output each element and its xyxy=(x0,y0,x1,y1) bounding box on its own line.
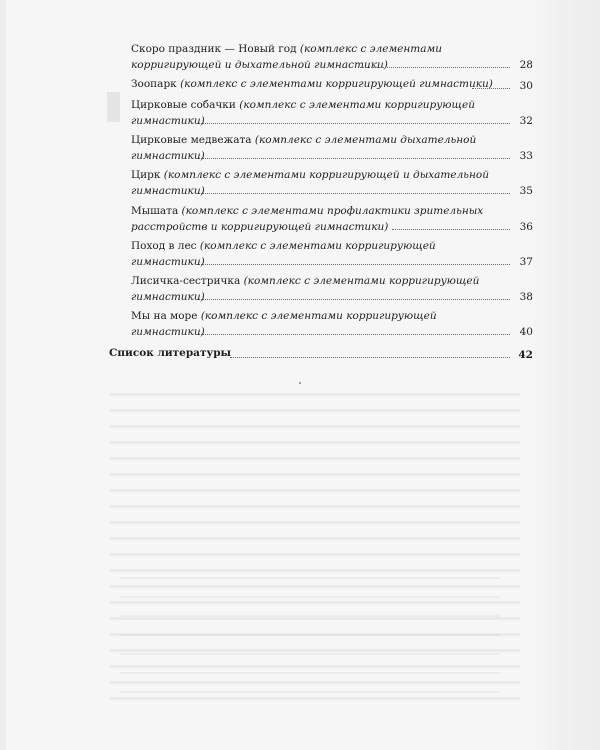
toc-page-number: 38 xyxy=(519,291,533,303)
bibliography-page-number: 42 xyxy=(518,349,533,361)
toc-entry-title: Мы на море xyxy=(131,310,198,322)
toc-page-number: 33 xyxy=(519,150,533,162)
toc-page-number: 36 xyxy=(519,221,533,233)
toc-entry-description: (комплекс с элементами корригирующей xyxy=(243,275,480,287)
toc-entry-description: (комплекс с элементами корригирующей xyxy=(239,99,476,111)
toc-entry-title: Зоопарк xyxy=(131,78,177,90)
toc-entry-description-cont: гимнастики) xyxy=(131,185,205,197)
toc-page-number: 35 xyxy=(519,185,533,197)
toc-entry-description: (комплекс с элементами корригирующей гимнастики) xyxy=(180,78,493,90)
toc-entry[interactable] xyxy=(131,132,476,164)
toc-entry-description: (комплекс с элементами дыхательной xyxy=(254,134,477,146)
toc-entry-description: (комплекс с элементами корригирующей xyxy=(199,240,436,252)
toc-entry-description: (комплекс с элементами корригирующей xyxy=(200,310,437,322)
toc-entry-title: Поход в лес xyxy=(131,240,197,252)
toc-entry[interactable] xyxy=(131,273,479,305)
dot-leader xyxy=(195,264,510,265)
toc-entry-title: Цирковые медвежата xyxy=(131,134,252,146)
toc-page-number: 37 xyxy=(519,256,533,268)
dot-leader xyxy=(392,229,510,230)
toc-page-number: 40 xyxy=(519,326,533,338)
dot-leader xyxy=(195,299,510,300)
dot-leader xyxy=(195,193,510,194)
toc-entry-title: Цирковые собачки xyxy=(131,99,236,111)
toc-page-number: 28 xyxy=(519,59,533,71)
toc-entry-title: Скоро праздник — Новый год xyxy=(131,43,297,55)
dot-leader xyxy=(195,158,510,159)
toc-entry-description: (комплекс с элементами профилактики зрительных xyxy=(181,205,484,217)
toc-entry-description-cont: гимнастики) xyxy=(131,150,205,162)
toc-page-number: 30 xyxy=(519,80,533,92)
toc-entry-description: (комплекс с элементами корригирующей и дыхательной xyxy=(163,169,490,181)
toc-entry[interactable] xyxy=(131,238,436,270)
toc-entry-description: (комплекс с элементами xyxy=(299,43,442,55)
toc-entry[interactable] xyxy=(131,41,442,73)
toc-entry-description-cont: гимнастики) xyxy=(131,291,205,303)
toc-entry-title: Цирк xyxy=(131,169,161,181)
toc-entry-title: Мышата xyxy=(131,205,179,217)
toc-entry-description-cont: гимнастики) xyxy=(131,256,205,268)
toc-entry[interactable] xyxy=(131,76,493,92)
toc-entry-description-cont: гимнастики) xyxy=(131,115,205,127)
toc-entry[interactable] xyxy=(131,167,489,199)
toc-entry[interactable] xyxy=(131,97,475,129)
toc-entry-bibliography[interactable] xyxy=(109,345,231,361)
dot-leader xyxy=(195,334,510,335)
dot-leader xyxy=(360,67,510,68)
dot-leader xyxy=(230,357,510,358)
toc-entry-description-cont: гимнастики) xyxy=(131,326,205,338)
toc-entry-description-cont: расстройств и корригирующей гимнастики) xyxy=(131,221,389,233)
toc-entry-title: Лисичка-сестричка xyxy=(131,275,241,287)
toc-page-number: 32 xyxy=(519,115,533,127)
toc-entry[interactable] xyxy=(131,308,437,340)
toc-entry[interactable] xyxy=(131,203,483,235)
bibliography-title: Список литературы xyxy=(109,347,232,359)
dot-leader xyxy=(195,123,510,124)
toc-entry-description-cont: корригирующей и дыхательной гимнастики) xyxy=(131,59,388,71)
